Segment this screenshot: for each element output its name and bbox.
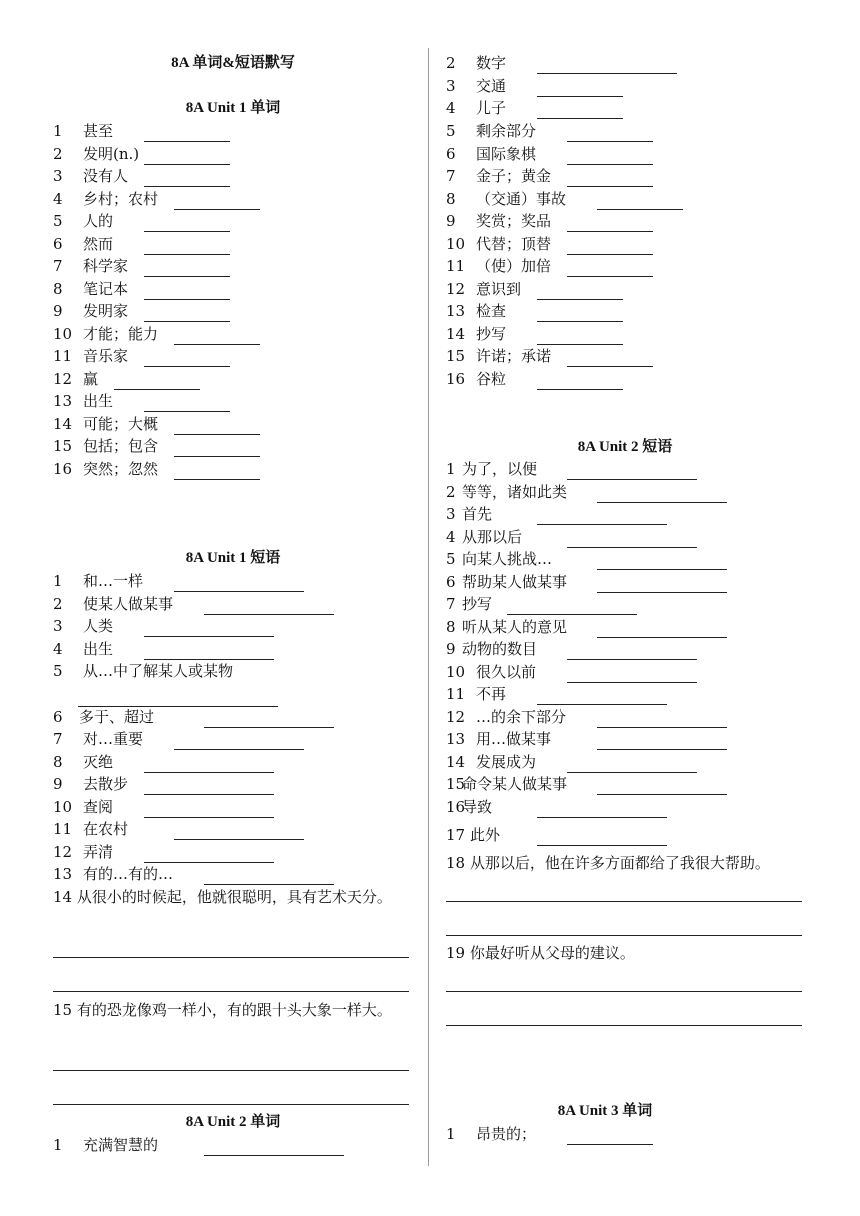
answer-blank[interactable] xyxy=(174,188,260,210)
answer-blank[interactable] xyxy=(174,323,260,345)
list-item: 14 发展成为 xyxy=(446,753,537,771)
list-item: 13 检查 xyxy=(446,302,507,320)
answer-blank[interactable] xyxy=(597,728,727,750)
answer-blank[interactable] xyxy=(537,278,623,300)
answer-line[interactable] xyxy=(53,1083,409,1105)
answer-blank[interactable] xyxy=(144,278,230,300)
list-item: 12 赢 xyxy=(53,370,99,388)
answer-blank[interactable] xyxy=(537,300,623,322)
answer-line[interactable] xyxy=(53,936,409,958)
answer-blank[interactable] xyxy=(537,796,667,818)
answer-line[interactable] xyxy=(446,914,802,936)
answer-blank[interactable] xyxy=(144,390,230,412)
answer-blank[interactable] xyxy=(144,233,230,255)
answer-blank[interactable] xyxy=(174,570,304,592)
answer-blank[interactable] xyxy=(567,255,653,277)
answer-blank[interactable] xyxy=(537,97,623,119)
answer-blank[interactable] xyxy=(567,1123,653,1145)
answer-blank[interactable] xyxy=(144,773,274,795)
answer-blank[interactable] xyxy=(567,638,697,660)
list-item: 4 出生 xyxy=(53,640,114,658)
list-item: 9 发明家 xyxy=(53,302,129,320)
answer-blank[interactable] xyxy=(567,345,653,367)
answer-blank[interactable] xyxy=(567,165,653,187)
answer-blank[interactable] xyxy=(174,458,260,480)
list-item: 1 甚至 xyxy=(53,122,114,140)
document-title: 8A 单词&短语默写 xyxy=(171,55,295,71)
list-item: 17 此外 xyxy=(446,826,501,844)
list-item: 7 金子；黄金 xyxy=(446,167,552,185)
list-item: 4 乡村；农村 xyxy=(53,190,159,208)
list-item: 8 笔记本 xyxy=(53,280,129,298)
list-item: 2 使某人做某事 xyxy=(53,595,174,613)
answer-blank[interactable] xyxy=(537,824,667,846)
translation-prompt: 18 从那以后，他在许多方面都给了我很大帮助。 xyxy=(446,854,770,872)
list-item: 16 谷粒 xyxy=(446,370,507,388)
answer-blank[interactable] xyxy=(567,120,653,142)
list-item: 1 和…一样 xyxy=(53,572,144,590)
answer-blank[interactable] xyxy=(597,548,727,570)
answer-blank[interactable] xyxy=(204,863,334,885)
list-item: 11 在农村 xyxy=(53,820,129,838)
list-item: 3 首先 xyxy=(446,505,493,523)
list-item: 5 人的 xyxy=(53,212,114,230)
answer-blank[interactable] xyxy=(144,841,274,863)
answer-blank[interactable] xyxy=(204,1134,344,1156)
list-item: 3 交通 xyxy=(446,77,507,95)
list-item: 6 然而 xyxy=(53,235,114,253)
list-item: 16导致 xyxy=(446,798,493,816)
unit2-phrases-title: 8A Unit 2 短语 xyxy=(577,439,673,455)
answer-blank[interactable] xyxy=(597,571,727,593)
answer-blank[interactable] xyxy=(597,481,727,503)
answer-blank[interactable] xyxy=(567,458,697,480)
answer-blank[interactable] xyxy=(144,638,274,660)
answer-blank[interactable] xyxy=(597,616,727,638)
list-item: 10 才能；能力 xyxy=(53,325,159,343)
list-item: 6 帮助某人做某事 xyxy=(446,573,568,591)
answer-blank[interactable] xyxy=(144,300,230,322)
list-item: 7 抄写 xyxy=(446,595,493,613)
list-item: 3 没有人 xyxy=(53,167,129,185)
list-item: 5 剩余部分 xyxy=(446,122,537,140)
list-item: 2 数字 xyxy=(446,54,507,72)
list-item: 10 查阅 xyxy=(53,798,114,816)
list-item: 11 音乐家 xyxy=(53,347,129,365)
answer-blank[interactable] xyxy=(537,75,623,97)
list-item: 3 人类 xyxy=(53,617,114,635)
list-item: 8 灭绝 xyxy=(53,753,114,771)
answer-blank[interactable] xyxy=(174,435,260,457)
list-item: 8 听从某人的意见 xyxy=(446,618,568,636)
answer-blank[interactable] xyxy=(507,593,637,615)
list-item: 9 奖赏；奖品 xyxy=(446,212,552,230)
list-item: 6 多于、超过 xyxy=(53,708,155,726)
list-item: 7 对…重要 xyxy=(53,730,144,748)
list-item: 4 儿子 xyxy=(446,99,507,117)
unit3-words-title: 8A Unit 3 单词 xyxy=(557,1103,653,1119)
answer-blank[interactable] xyxy=(144,120,230,142)
answer-blank[interactable] xyxy=(174,413,260,435)
list-item: 4 从那以后 xyxy=(446,528,523,546)
answer-line[interactable] xyxy=(53,1049,409,1071)
list-item: 1 为了，以便 xyxy=(446,460,538,478)
answer-blank[interactable] xyxy=(144,210,230,232)
answer-blank[interactable] xyxy=(597,773,727,795)
list-item: 10 代替；顶替 xyxy=(446,235,552,253)
answer-blank[interactable] xyxy=(567,233,653,255)
column-divider xyxy=(428,48,429,1166)
answer-blank[interactable] xyxy=(567,526,697,548)
list-item: 13 用…做某事 xyxy=(446,730,552,748)
list-item: 5 向某人挑战… xyxy=(446,550,553,568)
answer-blank[interactable] xyxy=(567,751,697,773)
list-item: 14 抄写 xyxy=(446,325,507,343)
answer-blank[interactable] xyxy=(78,685,278,707)
list-item: 11 不再 xyxy=(446,685,507,703)
list-item: 9 动物的数目 xyxy=(446,640,538,658)
list-item: 6 国际象棋 xyxy=(446,145,537,163)
list-item: 1 昂贵的； xyxy=(446,1125,537,1143)
answer-blank[interactable] xyxy=(144,345,230,367)
answer-blank[interactable] xyxy=(204,593,334,615)
translation-prompt: 14 从很小的时候起，他就很聪明，具有艺术天分。 xyxy=(53,888,392,906)
translation-prompt: 15 有的恐龙像鸡一样小，有的跟十头大象一样大。 xyxy=(53,1001,392,1019)
list-item: 13 出生 xyxy=(53,392,114,410)
list-item: 15命令某人做某事 xyxy=(446,775,568,793)
answer-blank[interactable] xyxy=(144,751,274,773)
list-item: 2 发明(n.) xyxy=(53,145,140,163)
answer-blank[interactable] xyxy=(144,796,274,818)
answer-blank[interactable] xyxy=(114,368,200,390)
list-item: 15 许诺；承诺 xyxy=(446,347,552,365)
answer-blank[interactable] xyxy=(204,706,334,728)
unit2-words-title: 8A Unit 2 单词 xyxy=(185,1114,281,1130)
answer-blank[interactable] xyxy=(174,818,304,840)
list-item: 9 去散步 xyxy=(53,775,129,793)
answer-blank[interactable] xyxy=(144,143,230,165)
answer-blank[interactable] xyxy=(567,661,697,683)
answer-blank[interactable] xyxy=(537,368,623,390)
list-item: 7 科学家 xyxy=(53,257,129,275)
answer-line[interactable] xyxy=(446,970,802,992)
answer-blank[interactable] xyxy=(144,165,230,187)
unit1-words-title: 8A Unit 1 单词 xyxy=(185,100,281,116)
answer-line[interactable] xyxy=(446,1004,802,1026)
answer-blank[interactable] xyxy=(144,255,230,277)
answer-line[interactable] xyxy=(53,970,409,992)
answer-blank[interactable] xyxy=(537,503,667,525)
list-item: 8 （交通）事故 xyxy=(446,190,567,208)
list-item: 16 突然；忽然 xyxy=(53,460,159,478)
list-item: 11 （使）加倍 xyxy=(446,257,552,275)
list-item: 13 有的…有的… xyxy=(53,865,174,883)
list-item: 15 包括；包含 xyxy=(53,437,159,455)
list-item: 12 …的余下部分 xyxy=(446,708,567,726)
translation-prompt: 19 你最好听从父母的建议。 xyxy=(446,944,635,962)
answer-blank[interactable] xyxy=(537,323,623,345)
list-item: 12 弄清 xyxy=(53,843,114,861)
answer-blank[interactable] xyxy=(597,188,683,210)
list-item: 1 充满智慧的 xyxy=(53,1136,159,1154)
list-item: 14 可能；大概 xyxy=(53,415,159,433)
answer-blank[interactable] xyxy=(597,706,727,728)
list-item: 2 等等，诸如此类 xyxy=(446,483,568,501)
answer-blank[interactable] xyxy=(174,728,304,750)
list-item: 10 很久以前 xyxy=(446,663,537,681)
answer-blank[interactable] xyxy=(567,143,653,165)
answer-blank[interactable] xyxy=(537,52,677,74)
answer-blank[interactable] xyxy=(537,683,667,705)
answer-line[interactable] xyxy=(446,880,802,902)
unit1-phrases-title: 8A Unit 1 短语 xyxy=(185,550,281,566)
answer-blank[interactable] xyxy=(567,210,653,232)
answer-blank[interactable] xyxy=(144,615,274,637)
list-item: 12 意识到 xyxy=(446,280,522,298)
list-item: 5 从…中了解某人或某物 xyxy=(53,662,234,680)
